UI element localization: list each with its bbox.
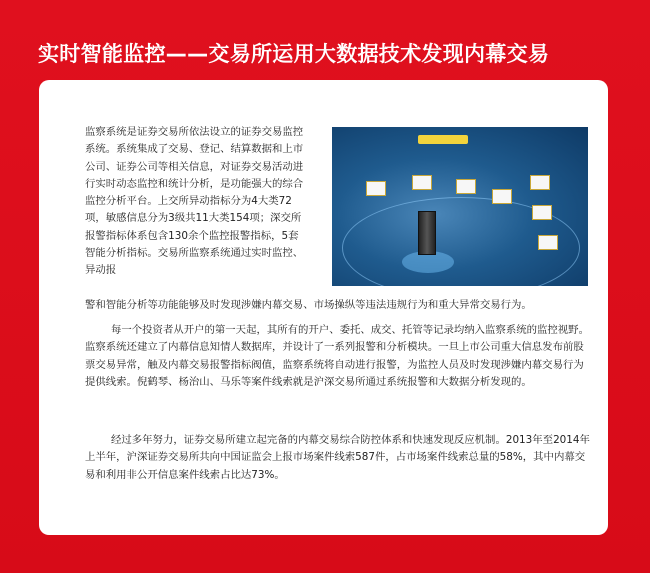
page-title: 实时智能监控——交易所运用大数据技术发现内幕交易 (38, 42, 550, 66)
illustration-node-6 (532, 205, 552, 220)
paragraph-1-last-line: 警和智能分析等功能能够及时发现涉嫌内幕交易、市场操纵等违法违规行为和重大异常交易行为。 (85, 299, 532, 311)
content-card (39, 80, 608, 535)
paragraph-1: 监察系统是证券交易所依法设立的证券交易监控系统。系统集成了交易、登记、结算数据和上市公司、证券公司等相关信息，对证券交易活动进行实时动态监控和统计分析，是功能强大的综合监控分析平台。上交所异动指标分为4大类72项，敏感信息分为3级共11大类154项；深交所报警指标体系包含130余个监控报警指标，5套智能分析指标。交易所监察系统通过实时监控、异动报 (85, 126, 304, 277)
illustration-node-4 (492, 189, 512, 204)
paragraph-2: 每一个投资者从开户的第一天起，其所有的开户、委托、成交、托管等记录均纳入监察系统的监控视野。监察系统还建立了内幕信息知情人数据库，并设计了一系列报警和分析模块。一旦上市公司重大信息发布前股票交易异常，触及内幕交易报警指标阀值，监察系统将自动进行报警，为监控人员及时发现涉嫌内幕交易行为提供线索。倪鹤琴、杨治山、马乐等案件线索就是沪深交易所通过系统报警和大数据分析发现的。 (85, 324, 589, 388)
illustration-title-banner (418, 135, 468, 144)
illustration-node-5 (530, 175, 550, 190)
illustration-node-2 (412, 175, 432, 190)
illustration-node-3 (456, 179, 476, 194)
surveillance-system-illustration (332, 127, 588, 286)
server-icon (418, 211, 436, 255)
illustration-node-7 (538, 235, 558, 250)
paragraph-3: 经过多年努力，证券交易所建立起完备的内幕交易综合防控体系和快速发现反应机制。2013年至2014年上半年，沪深证券交易所共向中国证监会上报市场案件线索587件，占市场案件线索总量的58%，其中内幕交易和利用非公开信息案件线索占比达73%。 (85, 434, 590, 481)
illustration-node-1 (366, 181, 386, 196)
